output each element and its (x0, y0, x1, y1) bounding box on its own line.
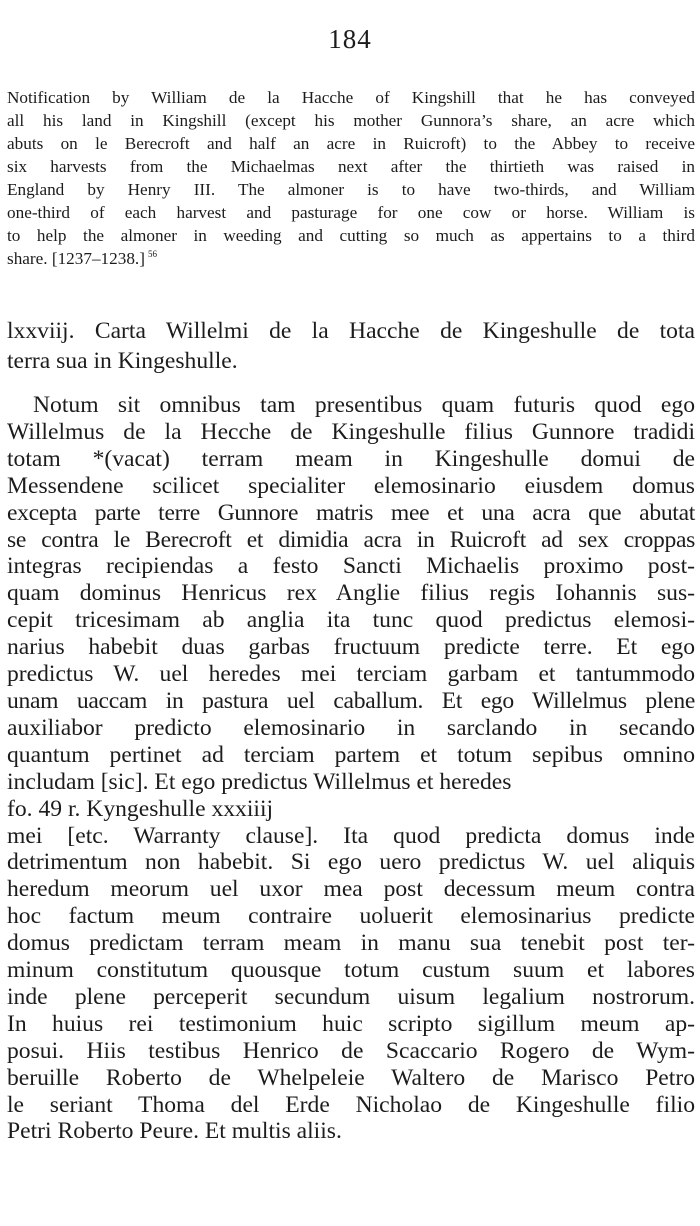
folio-marker: fo. 49 r. Kyngeshulle xxxiiij (7, 795, 274, 822)
body-line: beruille Roberto de Whelpeleie Waltero de Marisco Petro (7, 1064, 695, 1091)
summary-line-last (7, 247, 695, 270)
body-line: narius habebit duas garbas fructuum predicte terre. Et ego (7, 634, 695, 661)
body-line: heredum meorum uel uxor mea post decessum meum contra (7, 876, 695, 903)
summary-line: one-third of each harvest and pasturage for one cow or horse. William is (7, 203, 695, 222)
body-line: auxiliabor predicto elemosinario in sarclando in secando (7, 714, 695, 741)
body-line: minum constitutum quousque totum custum suum et labores (7, 957, 695, 984)
body-line: le seriant Thoma del Erde Nicholao de Kingeshulle filio (7, 1091, 695, 1118)
body-line: detrimentum non habebit. Si ego uero predictus W. uel aliquis (7, 849, 695, 876)
summary-line: England by Henry III. The almoner is to have two-thirds, and William (7, 180, 695, 199)
body-line: predictus W. uel heredes mei terciam garbam et tantummodo (7, 661, 695, 688)
body-line: cepit tricesimam ab anglia ita tunc quod predictus elemosi- (7, 607, 695, 634)
body-line: mei [etc. Warranty clause]. Ita quod predicta domus inde (7, 822, 695, 849)
body-line: Petri Roberto Peure. Et multis aliis. (7, 1118, 342, 1145)
body-line: excepta parte terre Gunnore matris mee et una acra que abutat (7, 499, 695, 526)
body-line: In huius rei testimonium huic scripto sigillum meum ap- (7, 1010, 695, 1037)
body-line: quam dominus Henricus rex Anglie filius regis Iohannis sus- (7, 580, 695, 607)
body-line: Messendene scilicet specialiter elemosinario eiusdem domus (7, 472, 695, 499)
body-line: totam *(vacat) terram meam in Kingeshulle domui de (7, 445, 695, 472)
body-line: Willelmus de la Hecche de Kingeshulle filius Gunnore tradidi (7, 418, 695, 445)
summary-line: to help the almoner in weeding and cutting so much as appertains to a third (7, 226, 695, 245)
body-line: Notum sit omnibus tam presentibus quam futuris quod ego (33, 392, 695, 418)
summary-line: all his land in Kingshill (except his mother Gunnora’s share, an acre which (7, 111, 695, 130)
body-line: posui. Hiis testibus Henrico de Scaccario Rogero de Wym- (7, 1037, 695, 1064)
page-number: 184 (328, 24, 372, 54)
summary-line-text: share. [1237–1238.] (7, 249, 145, 268)
charter-text (7, 392, 695, 1145)
body-line: quantum pertinet ad terciam partem et totum sepibus omnino (7, 741, 695, 768)
body-line: domus predictam terram meam in manu sua tenebit post ter- (7, 930, 695, 957)
body-line: se contra le Berecroft et dimidia acra in Ruicroft ad sex croppas (7, 526, 695, 553)
heading-line: terra sua in Kingeshulle. (7, 348, 238, 374)
charter-heading (7, 316, 695, 376)
body-line: hoc factum meum contraire uoluerit elemosinarius predicte (7, 903, 695, 930)
summary-line: six harvests from the Michaelmas next after the thirtieth was raised in (7, 157, 695, 176)
body-line: unam uaccam in pastura uel caballum. Et ego Willelmus plene (7, 687, 695, 714)
summary-line: Notification by William de la Hacche of Kingshill that he has conveyed (7, 88, 695, 107)
body-line: inde plene perceperit secundum uisum legalium nostrorum. (7, 983, 695, 1010)
body-line: includam [sic]. Et ego predictus Willelmus et heredes (7, 768, 512, 795)
english-summary (7, 86, 695, 270)
footnote-reference: 56 (147, 249, 157, 260)
summary-line: abuts on le Berecroft and half an acre in Ruicroft) to the Abbey to receive (7, 134, 695, 153)
body-line: integras recipiendas a festo Sancti Michaelis proximo post- (7, 553, 695, 580)
heading-line: lxxviij. Carta Willelmi de la Hacche de Kingeshulle de tota (7, 318, 695, 344)
